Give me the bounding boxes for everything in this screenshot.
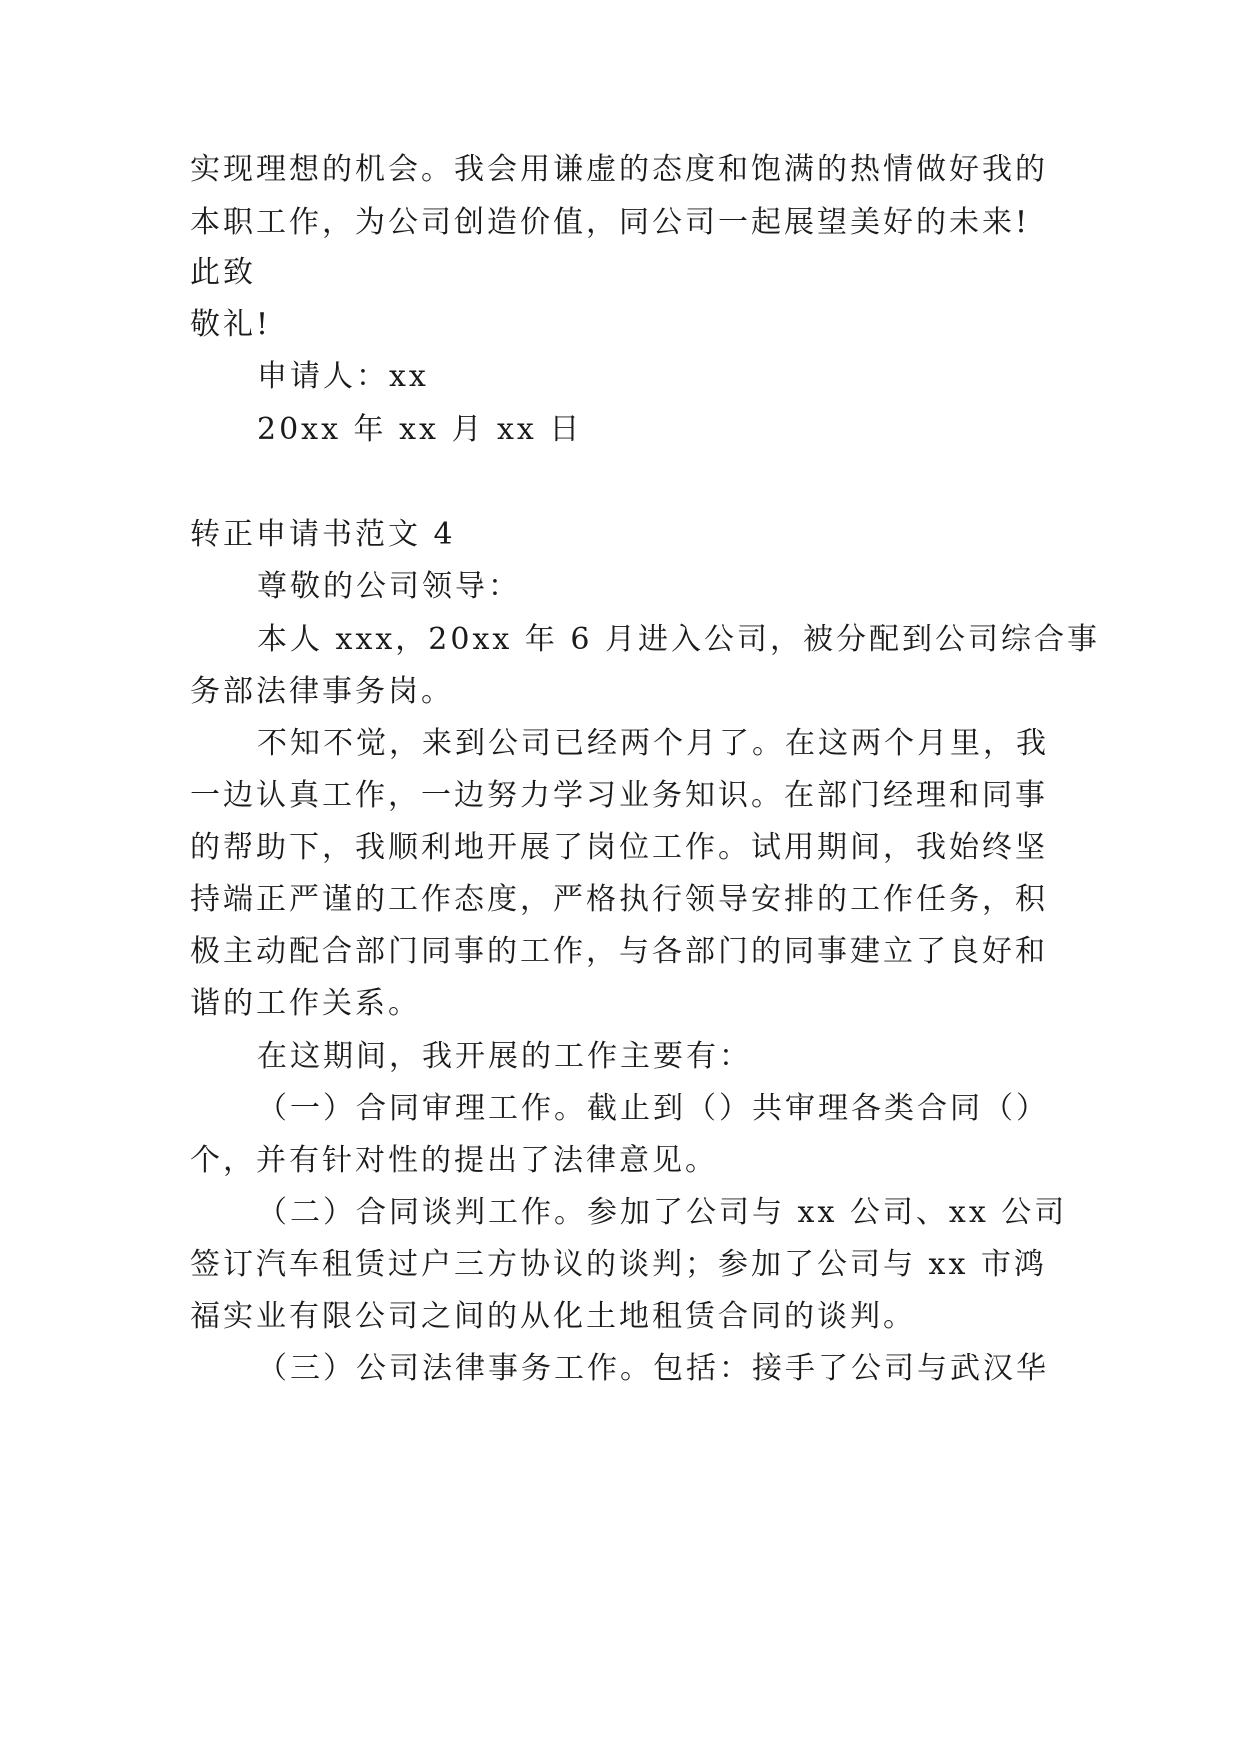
list-item-line: （二）合同谈判工作。参加了公司与 xx 公司、xx 公司 (257, 1195, 1068, 1230)
body-text-line: 持端正严谨的工作态度，严格执行领导安排的工作任务，积 (190, 882, 1048, 917)
body-text-line: 签订汽车租赁过户三方协议的谈判；参加了公司与 xx 市鸿 (190, 1247, 1047, 1282)
closing-salutation: 此致 (190, 255, 256, 290)
applicant-signature: 申请人：xx (257, 359, 429, 394)
body-text-line: 实现理想的机会。我会用谦虚的态度和饱满的热情做好我的 (190, 152, 1048, 187)
body-text-line: 个，并有针对性的提出了法律意见。 (190, 1143, 718, 1178)
body-text-line: 极主动配合部门同事的工作，与各部门的同事建立了良好和 (190, 934, 1048, 969)
body-text-line: 不知不觉，来到公司已经两个月了。在这两个月里，我 (257, 726, 1049, 761)
list-item-line: （一）合同审理工作。截止到（）共审理各类合同（） (257, 1091, 1049, 1126)
body-text-line: 的帮助下，我顺利地开展了岗位工作。试用期间，我始终坚 (190, 830, 1048, 865)
body-text-line: 本职工作，为公司创造价值，同公司一起展望美好的未来! (190, 205, 1031, 240)
application-date: 20xx 年 xx 月 xx 日 (257, 412, 583, 447)
list-item-line: （三）公司法律事务工作。包括：接手了公司与武汉华 (257, 1351, 1049, 1386)
body-text-line: 务部法律事务岗。 (190, 674, 454, 709)
body-text-line: 本人 xxx，20xx 年 6 月进入公司，被分配到公司综合事 (257, 622, 1100, 657)
body-text-line: 在这期间，我开展的工作主要有： (257, 1039, 752, 1074)
body-text-line: 谐的工作关系。 (190, 986, 421, 1021)
section-title: 转正申请书范文 4 (190, 517, 456, 552)
closing-regards: 敬礼! (190, 307, 272, 342)
body-text-line: 一边认真工作，一边努力学习业务知识。在部门经理和同事 (190, 778, 1048, 813)
body-text-line: 福实业有限公司之间的从化土地租赁合同的谈判。 (190, 1299, 916, 1334)
letter-greeting: 尊敬的公司领导： (257, 569, 521, 604)
